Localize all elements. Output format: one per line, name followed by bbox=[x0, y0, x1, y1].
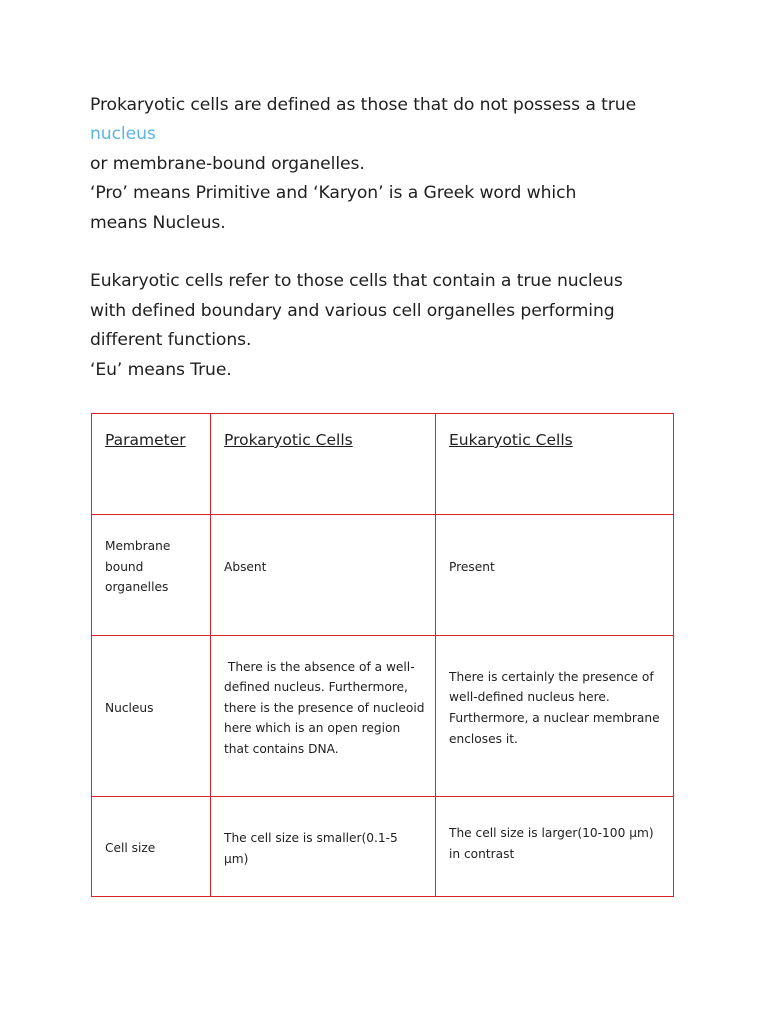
cell-parameter bbox=[92, 515, 211, 636]
cell-eukaryotic-text: The cell size is larger(10-100 µm) in contrast bbox=[449, 825, 654, 861]
cell-prokaryotic-text: The cell size is smaller(0.1-5 µm) bbox=[224, 830, 398, 866]
table-row bbox=[92, 636, 674, 797]
cell-eukaryotic-text: There is certainly the presence of well-defined nucleus here. Furthermore, a nuclear membrane encloses it. bbox=[449, 669, 660, 746]
header-parameter-label: Parameter bbox=[105, 431, 186, 449]
cell-prokaryotic-text: Absent bbox=[224, 559, 267, 574]
cell-eukaryotic bbox=[436, 797, 674, 897]
cell-parameter-text: Nucleus bbox=[105, 700, 154, 715]
pro-meaning: ‘Pro’ means Primitive and ‘Karyon’ is a Greek word which means Nucleus. bbox=[90, 183, 577, 233]
cell-parameter bbox=[92, 797, 211, 897]
comparison-table bbox=[91, 413, 674, 897]
cell-parameter-text: Membrane bound organelles bbox=[105, 539, 171, 595]
cell-prokaryotic-text: There is the absence of a well-defined nucleus. Furthermore, there is the presence of nucleoid here which is an open region that contains DNA. bbox=[224, 659, 429, 756]
nucleus-link[interactable]: nucleus bbox=[90, 124, 156, 145]
header-parameter bbox=[92, 414, 211, 515]
cell-parameter-text: Cell size bbox=[105, 841, 156, 856]
table-row bbox=[92, 515, 674, 636]
header-eukaryotic-label: Eukaryotic Cells bbox=[449, 431, 573, 449]
prokaryotic-definition-text: Prokaryotic cells are defined as those that do not possess a true bbox=[90, 95, 637, 115]
cell-eukaryotic-text: Present bbox=[449, 559, 495, 574]
table-header-row bbox=[92, 414, 674, 515]
table-row bbox=[92, 797, 674, 897]
prokaryotic-definition-continued: or membrane-bound organelles. bbox=[90, 153, 365, 174]
cell-parameter bbox=[92, 636, 211, 797]
prokaryotic-definition bbox=[90, 91, 690, 179]
eu-meaning: ‘Eu’ means True. bbox=[90, 359, 232, 380]
cell-prokaryotic bbox=[211, 515, 436, 636]
header-prokaryotic-label: Prokaryotic Cells bbox=[224, 431, 353, 449]
cell-prokaryotic bbox=[211, 636, 436, 797]
eukaryotic-definition: Eukaryotic cells refer to those cells that contain a true nucleus with defined boundary and various cell organelles performing different functions. bbox=[90, 271, 623, 351]
cell-prokaryotic bbox=[211, 797, 436, 897]
header-prokaryotic bbox=[211, 414, 436, 515]
cell-eukaryotic bbox=[436, 636, 674, 797]
intro-text bbox=[90, 91, 690, 385]
cell-eukaryotic bbox=[436, 515, 674, 636]
header-eukaryotic bbox=[436, 414, 674, 515]
